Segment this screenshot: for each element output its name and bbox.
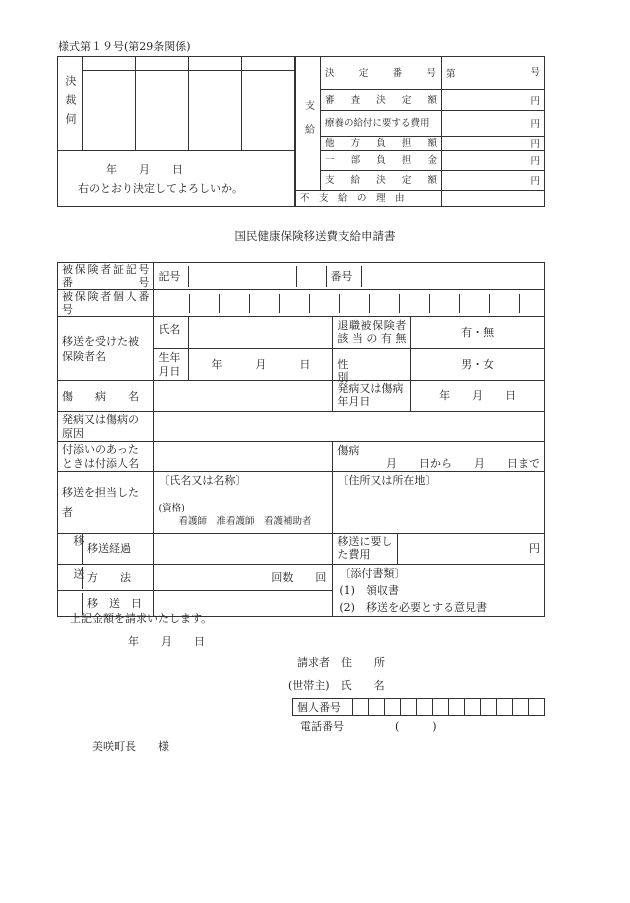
route-label: 移送経過 — [87, 542, 131, 555]
number-field[interactable] — [362, 266, 544, 287]
approval-text: 右のとおり決定してよろしいか。 — [78, 182, 243, 195]
transported-person-label: 移送を受けた被保険者名 — [62, 334, 139, 363]
approval-date: 年 月 日 — [106, 163, 183, 176]
carrier-name-field[interactable] — [154, 472, 333, 534]
payment-table — [295, 56, 545, 207]
claimant-personal-number-label: 個人番号 — [293, 699, 353, 715]
claimant-personal-number[interactable] — [292, 698, 545, 716]
method-label: 方 法 — [87, 570, 131, 584]
payment-decision-field[interactable]: 円 — [442, 171, 545, 191]
attendant-field[interactable] — [154, 442, 333, 472]
treatment-cost-field[interactable]: 円 — [442, 111, 545, 137]
attachment-2: (2) 移送を必要とする意見書 — [339, 601, 487, 614]
sex-value[interactable]: 男・女 — [461, 358, 495, 371]
copayment-label: 一部負担金 — [325, 155, 437, 166]
attachment-title: 〔添付書類〕 — [339, 567, 406, 580]
addressee: 美咲町長 様 — [92, 740, 169, 753]
request-text: 上記金額を請求いたします。 — [70, 612, 213, 625]
onset-value[interactable]: 年 月 日 — [439, 389, 517, 402]
request-date: 年 月 日 — [128, 635, 205, 648]
symbol-label: 記号 — [154, 266, 189, 287]
stamp-box-1[interactable] — [82, 71, 135, 151]
review-amount-field[interactable]: 円 — [442, 90, 545, 111]
qualification-options[interactable]: 看護師 准看護師 看護補助者 — [178, 516, 312, 527]
phone-label: 電話番号 — [300, 720, 344, 733]
attachment-1: (1) 領収書 — [339, 584, 399, 597]
sex-label: 性 別 — [333, 349, 411, 380]
insured-card-label: 被保険者証記号番号 — [62, 263, 150, 289]
name-field[interactable] — [189, 317, 333, 349]
application-table — [57, 262, 545, 617]
decision-number-label: 決定番号 — [325, 67, 437, 79]
payment-section-label: 支給 — [302, 99, 314, 148]
treatment-cost-label: 療養の給付に要する費用 — [325, 117, 430, 129]
carrier-name-label: 〔氏名又は名称〕 — [158, 474, 247, 487]
stamp-box-4[interactable] — [241, 71, 294, 151]
cost-field[interactable]: 円 — [529, 542, 540, 555]
cause-field[interactable] — [154, 412, 545, 442]
approval-table — [57, 56, 295, 207]
carrier-address-label: 〔住所又は所在地〕 — [337, 474, 437, 487]
payment-section-cell — [296, 57, 321, 191]
retired-label: 退職被保険者該当の有無 — [333, 317, 411, 348]
number-label: 番号 — [326, 266, 362, 287]
claimant-address-label: 請求者 住 所 — [297, 656, 385, 669]
phone-field[interactable]: ( ) — [395, 720, 437, 733]
period-title: 傷病 — [337, 443, 360, 457]
method-field[interactable]: 回数 回 — [154, 565, 333, 591]
claimant-name-label: (世帯主) 氏 名 — [288, 679, 385, 692]
period-value[interactable]: 月 日から 月 日まで — [386, 456, 540, 470]
form-number: 様式第１９号(第29条関係) — [58, 40, 191, 53]
transport-date-label: 移 送 日 — [87, 596, 142, 610]
disease-label: 傷 病 名 — [62, 389, 139, 403]
carrier-label: 移送を担当した者 — [62, 485, 139, 519]
approval-label-cell — [58, 57, 83, 151]
copayment-field[interactable]: 円 — [442, 151, 545, 171]
route-field[interactable] — [154, 534, 333, 565]
carrier-address-field[interactable] — [333, 472, 545, 534]
review-amount-label: 審査決定額 — [325, 94, 437, 106]
form-title: 国民健康保険移送費支給申請書 — [234, 229, 396, 243]
other-burden-label: 他方負担額 — [325, 138, 437, 149]
name-label: 氏名 — [158, 323, 181, 336]
other-burden-field[interactable]: 円 — [442, 137, 545, 151]
birth-label: 生年月日 — [158, 350, 181, 378]
payment-decision-label: 支給決定額 — [325, 175, 437, 186]
transport-side-label: 移送 — [72, 535, 85, 601]
non-payment-reason-label: 不 支 給 の 理 由 — [300, 193, 405, 204]
symbol-field[interactable] — [189, 266, 297, 287]
approval-label: 決裁伺 — [63, 75, 77, 132]
personal-number-label: 被保険者個人番号 — [62, 290, 150, 316]
qualification-label: (資格) — [158, 503, 185, 514]
onset-label: 発病又は傷病年月日 — [333, 381, 411, 411]
non-payment-reason-field[interactable] — [442, 191, 545, 207]
cause-label: 発病又は傷病の原因 — [62, 412, 139, 440]
retired-value[interactable]: 有・無 — [461, 326, 495, 339]
decision-number-field[interactable]: 第 号 — [442, 57, 545, 90]
cost-label: 移送に要した費用 — [333, 534, 398, 564]
disease-field[interactable] — [154, 381, 333, 412]
personal-number-boxes[interactable] — [154, 294, 544, 313]
birth-field[interactable]: 年 月 日 — [189, 349, 333, 381]
stamp-box-3[interactable] — [188, 71, 241, 151]
attendant-label: 付添いのあったときは付添人名 — [62, 442, 139, 470]
stamp-box-2[interactable] — [135, 71, 188, 151]
